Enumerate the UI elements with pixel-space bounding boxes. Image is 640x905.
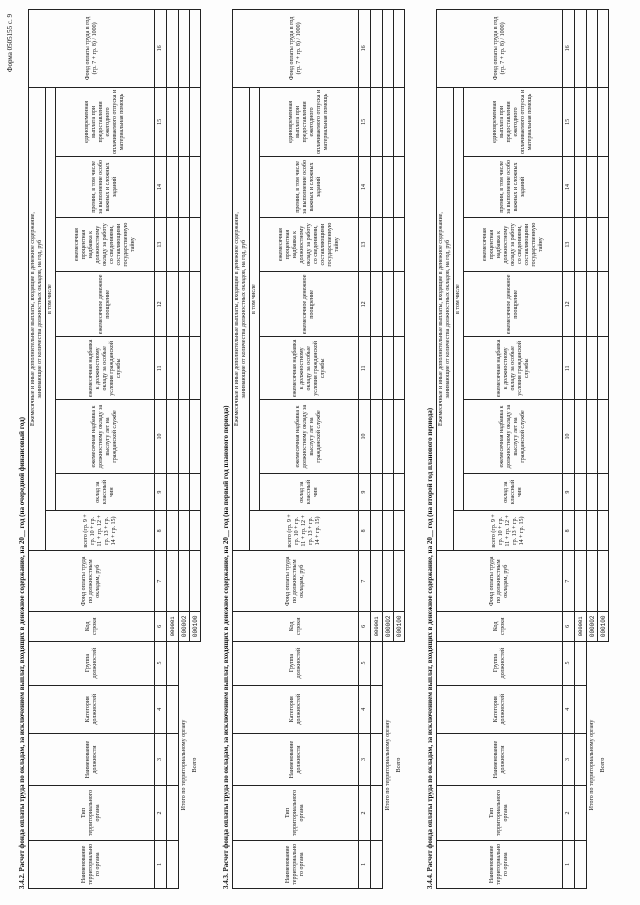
total-row bbox=[587, 10, 598, 889]
extra-pay-title: Ежемесячные и иные дополнительные выплаты, входящие в денежное содержание, bbox=[234, 212, 240, 426]
header-c15: единовременная выплата при предоставлении ежегодного оплачиваемого отпуска и материальная помощь bbox=[464, 87, 563, 156]
input-cell[interactable] bbox=[167, 786, 179, 841]
header-c15: единовременная выплата при предоставлении ежегодного оплачиваемого отпуска и материальная помощь bbox=[56, 87, 155, 156]
column-number: 10 bbox=[563, 400, 575, 473]
column-number: 7 bbox=[359, 551, 371, 612]
total-label: Итого по территориальному органу bbox=[384, 719, 391, 811]
value-cell[interactable] bbox=[190, 551, 201, 612]
column-number: 9 bbox=[563, 473, 575, 511]
section-1 bbox=[18, 9, 201, 889]
header-c16: Фонд оплаты труда в год (гр. 7 + гр. 8) / 1000) bbox=[437, 10, 563, 88]
column-number: 6 bbox=[155, 612, 167, 641]
value-cell[interactable] bbox=[179, 87, 190, 156]
value-cell[interactable] bbox=[394, 400, 405, 473]
row-code: 000001 bbox=[371, 612, 383, 641]
value-cell[interactable] bbox=[394, 10, 405, 88]
input-cell[interactable] bbox=[575, 685, 587, 733]
value-cell[interactable] bbox=[587, 473, 598, 511]
column-number: 11 bbox=[359, 337, 371, 400]
column-number: 5 bbox=[359, 641, 371, 685]
total-row bbox=[394, 10, 405, 889]
column-number-row bbox=[359, 10, 371, 889]
value-cell[interactable] bbox=[598, 10, 609, 88]
header-c9: оклад за классный чин bbox=[260, 473, 359, 511]
column-number: 9 bbox=[155, 473, 167, 511]
value-cell[interactable] bbox=[575, 337, 587, 400]
row-code: 000001 bbox=[167, 612, 179, 641]
value-cell[interactable] bbox=[167, 272, 179, 337]
header-c6: Код строки bbox=[437, 612, 563, 641]
column-number: 15 bbox=[563, 87, 575, 156]
value-cell[interactable] bbox=[383, 157, 394, 218]
header-row bbox=[437, 10, 454, 889]
column-number: 12 bbox=[155, 272, 167, 337]
value-cell[interactable] bbox=[383, 10, 394, 88]
column-number: 13 bbox=[155, 217, 167, 272]
header-c12: ежемесячное денежное поощрение bbox=[56, 272, 155, 337]
header-c16: Фонд оплаты труда в год (гр. 7 + гр. 8) / 1000) bbox=[29, 10, 155, 88]
value-cell[interactable] bbox=[190, 10, 201, 88]
header-c3: Наименование должности bbox=[437, 733, 563, 785]
header-incl: в том числе bbox=[46, 87, 56, 511]
column-number: 8 bbox=[155, 511, 167, 551]
value-cell[interactable] bbox=[179, 551, 190, 612]
input-cell[interactable] bbox=[167, 685, 179, 733]
header-c8: всего (гр. 9 + гр. 10 + гр. 11 + гр. 12 + гр. 13 + гр. 14 + гр. 15) bbox=[46, 511, 155, 551]
value-cell[interactable] bbox=[383, 473, 394, 511]
row-code: 000001 bbox=[575, 612, 587, 641]
value-cell[interactable] bbox=[598, 473, 609, 511]
header-c2: Тип территориального органа bbox=[29, 786, 155, 841]
value-cell[interactable] bbox=[394, 217, 405, 272]
total-label: Итого по территориальному органу bbox=[588, 719, 595, 811]
extra-pay-title: Ежемесячные и иные дополнительные выплаты, входящие в денежное содержание, bbox=[438, 212, 444, 426]
column-number: 14 bbox=[563, 157, 575, 218]
payroll-table bbox=[436, 9, 609, 889]
section-3 bbox=[426, 9, 609, 889]
column-number: 4 bbox=[155, 685, 167, 733]
value-cell[interactable] bbox=[167, 157, 179, 218]
extra-pay-group-header bbox=[29, 87, 46, 551]
column-number: 11 bbox=[155, 337, 167, 400]
input-cell[interactable] bbox=[167, 641, 179, 685]
header-c1: Наименование территориального органа bbox=[29, 840, 155, 888]
value-cell[interactable] bbox=[587, 87, 598, 156]
value-cell[interactable] bbox=[179, 10, 190, 88]
value-cell[interactable] bbox=[179, 400, 190, 473]
header-c2: Тип территориального органа bbox=[437, 786, 563, 841]
extra-pay-title: Ежемесячные и иные дополнительные выплаты, входящие в денежное содержание, bbox=[30, 212, 36, 426]
value-cell[interactable] bbox=[371, 337, 383, 400]
column-number: 2 bbox=[155, 786, 167, 841]
payroll-table bbox=[28, 9, 201, 889]
column-number: 1 bbox=[563, 840, 575, 888]
value-cell[interactable] bbox=[598, 217, 609, 272]
column-number: 8 bbox=[359, 511, 371, 551]
value-cell[interactable] bbox=[371, 87, 383, 156]
column-number: 12 bbox=[563, 272, 575, 337]
header-c10: ежемесячная надбавка к должностному окладу за выслугу лет на гражданской службе bbox=[56, 400, 155, 473]
section-title: 3.4.4. Расчет фонда оплаты труда по окладам, за исключением выплат, входящих в денежное содержание, на 20__ год (на второй год планового периода) bbox=[426, 407, 434, 889]
column-number: 6 bbox=[359, 612, 371, 641]
value-cell[interactable] bbox=[167, 87, 179, 156]
total-label: Итого по территориальному органу bbox=[180, 719, 187, 811]
payroll-table bbox=[232, 9, 405, 889]
column-number: 8 bbox=[563, 511, 575, 551]
input-cell[interactable] bbox=[575, 840, 587, 888]
column-number: 1 bbox=[359, 840, 371, 888]
value-cell[interactable] bbox=[394, 337, 405, 400]
value-cell[interactable] bbox=[179, 511, 190, 551]
total-label: Всего bbox=[395, 757, 402, 773]
value-cell[interactable] bbox=[575, 157, 587, 218]
extra-pay-subtitle: занимающие от количества должностных окладов, на год, руб bbox=[241, 239, 247, 399]
value-cell[interactable] bbox=[371, 400, 383, 473]
value-cell[interactable] bbox=[167, 473, 179, 511]
total-row bbox=[383, 10, 394, 889]
value-cell[interactable] bbox=[598, 551, 609, 612]
column-number: 5 bbox=[563, 641, 575, 685]
column-number: 15 bbox=[155, 87, 167, 156]
value-cell[interactable] bbox=[587, 551, 598, 612]
value-cell[interactable] bbox=[575, 473, 587, 511]
input-cell[interactable] bbox=[371, 685, 383, 733]
header-c10: ежемесячная надбавка к должностному окладу за выслугу лет на гражданской службе bbox=[260, 400, 359, 473]
header-c9: оклад за классный чин bbox=[464, 473, 563, 511]
value-cell[interactable] bbox=[383, 87, 394, 156]
value-cell[interactable] bbox=[190, 272, 201, 337]
column-number: 4 bbox=[359, 685, 371, 733]
value-cell[interactable] bbox=[190, 473, 201, 511]
value-cell[interactable] bbox=[598, 272, 609, 337]
column-number: 3 bbox=[359, 733, 371, 785]
table-row bbox=[575, 10, 587, 889]
header-c2: Тип территориального органа bbox=[233, 786, 359, 841]
header-c5: Группа должностей bbox=[437, 641, 563, 685]
column-number: 2 bbox=[563, 786, 575, 841]
value-cell[interactable] bbox=[587, 217, 598, 272]
column-number: 5 bbox=[155, 641, 167, 685]
header-c8: всего (гр. 9 + гр. 10 + гр. 11 + гр. 12 + гр. 13 + гр. 14 + гр. 15) bbox=[454, 511, 563, 551]
header-c14: премии, в том числе за выполнение особо важных и сложных заданий bbox=[464, 157, 563, 218]
header-c6: Код строки bbox=[233, 612, 359, 641]
value-cell[interactable] bbox=[179, 272, 190, 337]
value-cell[interactable] bbox=[394, 157, 405, 218]
column-number: 4 bbox=[563, 685, 575, 733]
header-c5: Группа должностей bbox=[233, 641, 359, 685]
header-c13: ежемесячная процентная надбавка к должностному окладу за работу со сведениями, составляющими государственную тайну bbox=[464, 217, 563, 272]
column-number: 10 bbox=[155, 400, 167, 473]
header-c4: Категория должностей bbox=[437, 685, 563, 733]
value-cell[interactable] bbox=[598, 337, 609, 400]
header-c9: оклад за классный чин bbox=[56, 473, 155, 511]
form-code: Форма 0505155 с. 9 bbox=[6, 14, 14, 73]
header-c3: Наименование должности bbox=[29, 733, 155, 785]
value-cell[interactable] bbox=[190, 87, 201, 156]
value-cell[interactable] bbox=[190, 511, 201, 551]
value-cell[interactable] bbox=[587, 272, 598, 337]
header-c13: ежемесячная процентная надбавка к должностному окладу за работу со сведениями, составляющими государственную тайну bbox=[56, 217, 155, 272]
section-title: 3.4.2. Расчет фонда оплаты труда по окладам, за исключением выплат, входящих в денежное содержание, на 20__ год (на очередной финансовый год) bbox=[18, 416, 26, 889]
total-label: Всего bbox=[191, 757, 198, 773]
input-cell[interactable] bbox=[575, 641, 587, 685]
header-c15: единовременная выплата при предоставлении ежегодного оплачиваемого отпуска и материальная помощь bbox=[260, 87, 359, 156]
column-number: 14 bbox=[359, 157, 371, 218]
column-number: 7 bbox=[563, 551, 575, 612]
header-c7: Фонд оплаты труда по должностным окладам, руб bbox=[233, 551, 359, 612]
header-c3: Наименование должности bbox=[233, 733, 359, 785]
value-cell[interactable] bbox=[167, 551, 179, 612]
value-cell[interactable] bbox=[587, 157, 598, 218]
header-c12: ежемесячное денежное поощрение bbox=[464, 272, 563, 337]
header-c16: Фонд оплаты труда в год (гр. 7 + гр. 8) / 1000) bbox=[233, 10, 359, 88]
input-cell[interactable] bbox=[371, 733, 383, 785]
row-code: 000100 bbox=[394, 612, 405, 641]
column-number: 11 bbox=[563, 337, 575, 400]
header-c1: Наименование территориального органа bbox=[437, 840, 563, 888]
column-number: 10 bbox=[359, 400, 371, 473]
header-incl: в том числе bbox=[250, 87, 260, 511]
value-cell[interactable] bbox=[371, 157, 383, 218]
value-cell[interactable] bbox=[587, 337, 598, 400]
column-number: 3 bbox=[155, 733, 167, 785]
column-number: 3 bbox=[563, 733, 575, 785]
column-number: 13 bbox=[563, 217, 575, 272]
value-cell[interactable] bbox=[167, 10, 179, 88]
value-cell[interactable] bbox=[167, 217, 179, 272]
value-cell[interactable] bbox=[383, 400, 394, 473]
value-cell[interactable] bbox=[179, 337, 190, 400]
table-row bbox=[371, 10, 383, 889]
header-c11: ежемесячная надбавка к должностному окладу за особые условия гражданской службы bbox=[464, 337, 563, 400]
input-cell[interactable] bbox=[371, 641, 383, 685]
value-cell[interactable] bbox=[598, 400, 609, 473]
value-cell[interactable] bbox=[383, 511, 394, 551]
value-cell[interactable] bbox=[575, 87, 587, 156]
total-label: Всего bbox=[599, 757, 606, 773]
header-c14: премии, в том числе за выполнение особо важных и сложных заданий bbox=[56, 157, 155, 218]
value-cell[interactable] bbox=[371, 551, 383, 612]
header-c7: Фонд оплаты труда по должностным окладам, руб bbox=[29, 551, 155, 612]
row-code: 000100 bbox=[598, 612, 609, 641]
header-c8: всего (гр. 9 + гр. 10 + гр. 11 + гр. 12 + гр. 13 + гр. 14 + гр. 15) bbox=[250, 511, 359, 551]
total-row bbox=[598, 10, 609, 889]
extra-pay-group-header bbox=[233, 87, 250, 551]
column-number: 7 bbox=[155, 551, 167, 612]
value-cell[interactable] bbox=[383, 551, 394, 612]
header-c14: премии, в том числе за выполнение особо важных и сложных заданий bbox=[260, 157, 359, 218]
value-cell[interactable] bbox=[598, 87, 609, 156]
value-cell[interactable] bbox=[371, 10, 383, 88]
value-cell[interactable] bbox=[167, 400, 179, 473]
header-c4: Категория должностей bbox=[29, 685, 155, 733]
input-cell[interactable] bbox=[371, 840, 383, 888]
value-cell[interactable] bbox=[575, 551, 587, 612]
extra-pay-subtitle: занимающие от количества должностных окладов, на год, руб bbox=[37, 239, 43, 399]
value-cell[interactable] bbox=[394, 473, 405, 511]
input-cell[interactable] bbox=[575, 786, 587, 841]
header-incl: в том числе bbox=[454, 87, 464, 511]
column-number: 1 bbox=[155, 840, 167, 888]
column-number: 16 bbox=[359, 10, 371, 88]
value-cell[interactable] bbox=[190, 157, 201, 218]
column-number: 13 bbox=[359, 217, 371, 272]
row-code: 000002 bbox=[587, 612, 598, 641]
header-c11: ежемесячная надбавка к должностному окладу за особые условия гражданской службы bbox=[56, 337, 155, 400]
value-cell[interactable] bbox=[587, 10, 598, 88]
section-title: 3.4.3. Расчет фонда оплаты труда по окладам, за исключением выплат, входящих в денежное содержание, на 20__ год (на первый год планового периода) bbox=[222, 405, 230, 889]
total-row bbox=[179, 10, 190, 889]
input-cell[interactable] bbox=[371, 786, 383, 841]
column-number-row bbox=[563, 10, 575, 889]
header-c11: ежемесячная надбавка к должностному окладу за особые условия гражданской службы bbox=[260, 337, 359, 400]
input-cell[interactable] bbox=[575, 733, 587, 785]
value-cell[interactable] bbox=[587, 400, 598, 473]
input-cell[interactable] bbox=[167, 840, 179, 888]
extra-pay-group-header bbox=[437, 87, 454, 551]
row-code: 000002 bbox=[383, 612, 394, 641]
column-number: 15 bbox=[359, 87, 371, 156]
section-2 bbox=[222, 9, 405, 889]
header-c13: ежемесячная процентная надбавка к должностному окладу за работу со сведениями, составляющими государственную тайну bbox=[260, 217, 359, 272]
value-cell[interactable] bbox=[575, 272, 587, 337]
column-number-row bbox=[155, 10, 167, 889]
value-cell[interactable] bbox=[190, 337, 201, 400]
header-c5: Группа должностей bbox=[29, 641, 155, 685]
extra-pay-subtitle: занимающие от количества должностных окладов, на год, руб bbox=[445, 239, 451, 399]
value-cell[interactable] bbox=[179, 157, 190, 218]
header-c12: ежемесячное денежное поощрение bbox=[260, 272, 359, 337]
value-cell[interactable] bbox=[383, 272, 394, 337]
value-cell[interactable] bbox=[394, 551, 405, 612]
value-cell[interactable] bbox=[394, 87, 405, 156]
value-cell[interactable] bbox=[371, 473, 383, 511]
input-cell[interactable] bbox=[167, 733, 179, 785]
value-cell[interactable] bbox=[383, 217, 394, 272]
header-c1: Наименование территориального органа bbox=[233, 840, 359, 888]
column-number: 16 bbox=[563, 10, 575, 88]
value-cell[interactable] bbox=[587, 511, 598, 551]
row-code: 000002 bbox=[179, 612, 190, 641]
header-c10: ежемесячная надбавка к должностному окладу за выслугу лет на гражданской службе bbox=[464, 400, 563, 473]
header-row bbox=[29, 10, 46, 889]
column-number: 9 bbox=[359, 473, 371, 511]
value-cell[interactable] bbox=[575, 400, 587, 473]
value-cell[interactable] bbox=[167, 511, 179, 551]
value-cell[interactable] bbox=[167, 337, 179, 400]
row-code: 000100 bbox=[190, 612, 201, 641]
value-cell[interactable] bbox=[575, 217, 587, 272]
value-cell[interactable] bbox=[190, 217, 201, 272]
value-cell[interactable] bbox=[598, 511, 609, 551]
table-row bbox=[167, 10, 179, 889]
value-cell[interactable] bbox=[371, 511, 383, 551]
value-cell[interactable] bbox=[598, 157, 609, 218]
value-cell[interactable] bbox=[371, 272, 383, 337]
value-cell[interactable] bbox=[179, 473, 190, 511]
value-cell[interactable] bbox=[190, 400, 201, 473]
column-number: 14 bbox=[155, 157, 167, 218]
header-c4: Категория должностей bbox=[233, 685, 359, 733]
header-row bbox=[233, 10, 250, 889]
value-cell[interactable] bbox=[575, 511, 587, 551]
column-number: 12 bbox=[359, 272, 371, 337]
value-cell[interactable] bbox=[383, 337, 394, 400]
value-cell[interactable] bbox=[394, 272, 405, 337]
header-c7: Фонд оплаты труда по должностным окладам, руб bbox=[437, 551, 563, 612]
value-cell[interactable] bbox=[575, 10, 587, 88]
column-number: 2 bbox=[359, 786, 371, 841]
total-row bbox=[190, 10, 201, 889]
value-cell[interactable] bbox=[394, 511, 405, 551]
column-number: 6 bbox=[563, 612, 575, 641]
value-cell[interactable] bbox=[179, 217, 190, 272]
value-cell[interactable] bbox=[371, 217, 383, 272]
header-c6: Код строки bbox=[29, 612, 155, 641]
column-number: 16 bbox=[155, 10, 167, 88]
